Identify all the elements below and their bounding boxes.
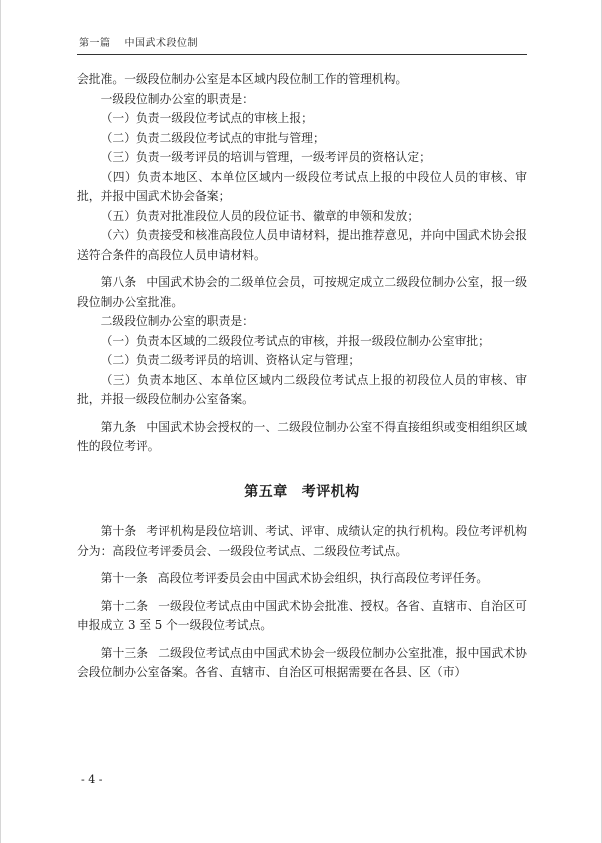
- article-label: 第十二条: [100, 598, 149, 613]
- article-text: 一级段位考试点由中国武术协会批准、授权。各省、直辖市、自治区可申报成立 3 至 5 个一级段位考试点。: [77, 598, 527, 632]
- article-label: 第八条: [100, 275, 137, 289]
- article-10: [77, 522, 527, 561]
- list-item: （六）负责接受和核准高段位人员申请材料，提出推荐意见，并向中国武术协会报送符合条件的高段位人员申请材料。: [77, 228, 527, 262]
- article-13: [77, 644, 527, 683]
- list-item: （四）负责本地区、本单位区域内一级段位考试点上报的中段位人员的审核、审批，并报中国武术协会备案；: [77, 169, 527, 203]
- list-item: （二）负责二级段位考试点的审批与管理；: [100, 130, 325, 145]
- list-item: （二）负责二级考评员的培训、资格认定与管理；: [100, 353, 361, 367]
- list-item: （三）负责本地区、本单位区域内二级段位考试点上报的初段位人员的审核、审批，并报一级段位制办公室备案。: [77, 372, 527, 406]
- running-header: [79, 34, 198, 49]
- list-item: （五）负责对批准段位人员的段位证书、徽章的申领和发放；: [100, 208, 420, 223]
- article-label: 第十条: [100, 524, 137, 538]
- list-item: （三）负责一级考评员的培训与管理，一级考评员的资格认定；: [100, 150, 431, 164]
- list-item: （一）负责本区域的二级段位考试点的审核，并报一级段位制办公室审批；: [100, 333, 490, 348]
- header-rule: [77, 54, 527, 55]
- article-text: 中国武术协会的二级单位会员，可按规定成立二级段位制办公室，报一级段位制办公室批准。: [77, 275, 527, 309]
- article-12: [77, 597, 527, 636]
- chapter-title: 考评机构: [301, 483, 360, 500]
- paragraph: 一级段位制办公室的职责是：: [100, 91, 254, 106]
- header-part: 第一篇: [79, 38, 111, 49]
- article-text: 考评机构是段位培训、考试、评审、成绩认定的执行机构。段位考评机构分为：高段位考评委员会、一级段位考试点、二级段位考试点。: [77, 524, 527, 558]
- article-8: [77, 273, 527, 312]
- page-number: - 4 -: [81, 773, 103, 786]
- paragraph: 会批准。一级段位制办公室是本区域内段位制工作的管理机构。: [77, 72, 408, 86]
- article-9: [77, 418, 527, 457]
- article-label: 第十一条: [100, 571, 148, 585]
- page-body: [77, 70, 527, 683]
- article-text: 二级段位考试点由中国武术协会一级段位制办公室批准，报中国武术协会段位制办公室备案。各省、直辖市、自治区可根据需要在各县、区（市）: [77, 645, 527, 679]
- article-11: [77, 569, 527, 589]
- article-label: 第九条: [100, 419, 137, 434]
- paragraph: 二级段位制办公室的职责是：: [100, 314, 254, 328]
- article-label: 第十三条: [100, 645, 149, 660]
- list-item: （一）负责一级段位考试点的审核上报；: [100, 111, 313, 125]
- header-title: 中国武术段位制: [124, 38, 198, 49]
- article-text: 中国武术协会授权的一、二级段位制办公室不得直接组织或变相组织区域性的段位考评。: [77, 419, 527, 453]
- chapter-number: 第五章: [244, 483, 288, 500]
- article-text: 高段位考评委员会由中国武术协会组织，执行高段位考评任务。: [157, 571, 489, 585]
- chapter-heading: [77, 483, 527, 503]
